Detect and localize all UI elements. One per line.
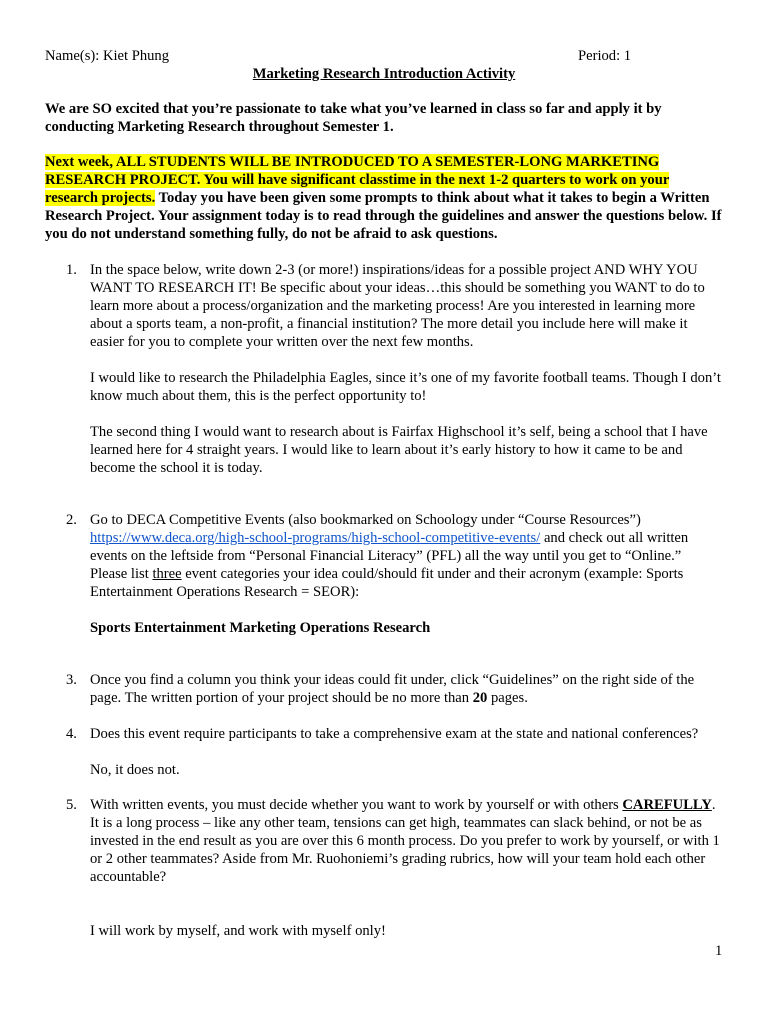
page-number: 1 [715, 943, 723, 959]
q2-question: Go to DECA Competitive Events (also bookmarked on Schoology under “Course Resources”) https://www.deca.org/high-school-programs/high-school-competitive-events/ and check out all written events on the leftside from “Personal Financial Literacy” (PFL) all the way until you get to “Online.” Please list three event categories your idea could/should fit under and their acronym (example: Sports Entertainment Operations Research = SEOR): [90, 512, 689, 600]
q1-answer-2: The second thing I would want to research about is Fairfax Highschool it’s self, being a school that I have learned here for 4 straight years. I would like to learn about it’s early history to how it came to be and become the school it is today. [90, 424, 708, 476]
item-number: 3. [66, 672, 77, 688]
carefully-emphasis: CAREFULLY [622, 797, 712, 813]
underlined-three: three [152, 566, 182, 582]
item-number: 1. [66, 262, 77, 278]
deca-events-link[interactable]: https://www.deca.org/high-school-programs/high-school-competitive-events/ [90, 530, 541, 546]
item-number: 4. [66, 726, 77, 742]
q5-answer: I will work by myself, and work with myself only! [90, 923, 386, 939]
student-names: Name(s): Kiet Phung [45, 48, 170, 64]
q2-answer: Sports Entertainment Marketing Operations Research [90, 620, 431, 636]
q3-question: Once you find a column you think your ideas could fit under, click “Guidelines” on the right side of the page. The written portion of your project should be no more than 20 pages. [90, 672, 695, 706]
q1-answer-1: I would like to research the Philadelphia Eagles, since it’s one of my favorite football teams. Though I don’t know much about them, this is the perfect opportunity to! [90, 370, 721, 404]
q5-question: With written events, you must decide whether you want to work by yourself or with others CAREFULLY. It is a long process – like any other team, tensions can get high, teammates can slack behind, or not be as invested in the end result as you are over this 6 month process. Do you prefer to work by yourself, or with 1 or 2 other teammates? Aside from Mr. Ruohoniemi’s grading rubrics, how will your team hold each other accountable? [90, 797, 720, 885]
item-number: 2. [66, 512, 77, 528]
intro-paragraph: We are SO excited that you’re passionate to take what you’ve learned in class so far and apply it by conducting Marketing Research throughout Semester 1. [45, 101, 662, 135]
q1-question: In the space below, write down 2-3 (or more!) inspirations/ideas for a possible project AND WHY YOU WANT TO RESEARCH IT! Be specific about your ideas…this should be something you WANT to do to learn more about a process/organization and the marketing process! Are you interested in learning more about a sports team, a non-profit, a financial institution? The more detail you include here will make it easier for you to complete your written over the next few months. [90, 262, 705, 350]
project-announcement-paragraph [45, 153, 725, 243]
document-title: Marketing Research Introduction Activity [252, 66, 516, 82]
q4-question: Does this event require participants to take a comprehensive exam at the state and national conferences? [90, 726, 699, 742]
header-row [45, 47, 645, 65]
item-number: 5. [66, 797, 77, 813]
page-limit: 20 [472, 690, 488, 706]
class-period: Period: 1 [578, 48, 632, 64]
announcement-rest: Today you have been given some prompts to think about what it takes to begin a Written Research Project. Your assignment today is to read through the guidelines and answer the questions below. If you do not understand something fully, do not be afraid to ask questions. [45, 190, 722, 242]
highlighted-announcement: Next week, ALL STUDENTS WILL BE INTRODUCED TO A SEMESTER-LONG MARKETING RESEARCH PROJECT. You will have significant classtime in the next 1-2 quarters to work on your research projects. [45, 154, 670, 206]
q4-answer: No, it does not. [90, 762, 180, 778]
